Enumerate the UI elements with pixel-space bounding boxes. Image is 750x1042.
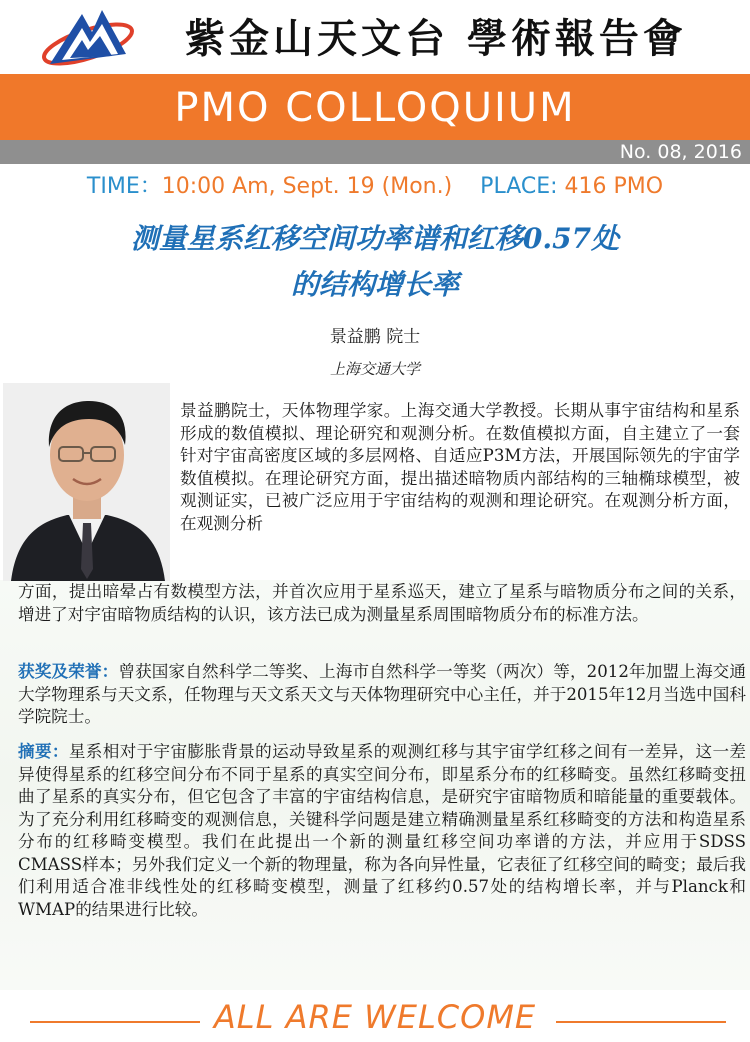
awards-section [18,660,746,729]
issue-bar [0,140,750,164]
abstract-label: 摘要： [18,741,69,761]
issue-number: No. 08, 2016 [619,141,742,163]
talk-title-line-2: 的结构增长率 [290,268,459,301]
pmo-logo-icon [30,2,140,72]
bio-paragraph-upper: 景益鹏院士，天体物理学家。上海交通大学教授。长期从事宇宙结构和星系形成的数值模拟、理论研究和观测分析。在数值模拟方面，自主建立了一套针对宇宙高密度区域的多层网格、自适应P3M方法，开展国际领先的宇宙学数值模拟。在理论研究方面，提出描述暗物质内部结构的三轴椭球模型，被观测证实，已被广泛应用于宇宙结构的观测和理论研究。在观测分析方面，在观测分析 [180,401,740,533]
banner-title: PMO COLLOQUIUM [174,85,576,131]
speaker-affiliation: 上海交通大学 [329,360,420,378]
speaker-name: 景益鹏 院士 [329,327,421,347]
colloquium-banner [0,74,750,140]
time-label: TIME： [86,174,162,199]
abstract-text: 星系相对于宇宙膨胀背景的运动导致星系的观测红移与其宇宙学红移之间有一差异，这一差异使得星系的红移空间分布不同于星系的真实空间分布，即星系分布的红移畸变。虽然红移畸变扭曲了星系的真实分布，但它包含了丰富的宇宙结构信息，是研究宇宙暗物质和暗能量的重要载体。为了充分利用红移畸变的观测信息，关键科学问题是建立精确测量星系红移畸变的方法和构造星系分布的红移畸变模型。我们在此提出一个新的测量红移空间功率谱的方法，并应用于SDSS CMASS样本；另外我们定义一个新的物理量，称为各向异性量，它表征了红移空间的畸变；最后我们利用适合准非线性处的红移畸变模型，测量了红移约0.57处的结构增长率，并与Planck和WMAP的结果进行比较。 [18,742,747,919]
abstract-section [18,740,746,921]
awards-text: 曾获国家自然科学二等奖、上海市自然科学一等奖（两次）等，2012年加盟上海交通大学物理系与天文系，任物理与天文系天文与天体物理研究中心主任，并于2015年12月当选中国科学院院士。 [18,662,746,726]
bio-paragraph-lower: 方面，提出暗晕占有数模型方法，并首次应用于星系巡天，建立了星系与暗物质分布之间的关系，增进了对宇宙暗物质结构的认识，该方法已成为测量星系周围暗物质分布的标准方法。 [18,582,746,624]
place-label: PLACE: [480,174,565,199]
speaker-portrait [3,383,170,581]
talk-title [20,216,730,308]
awards-label: 获奖及荣誉： [18,661,119,681]
talk-title-line-1: 测量星系红移空间功率谱和红移0.57处 [130,222,620,255]
observatory-title: 紫金山天文台 學術報告會 [185,15,687,62]
place-value: 416 PMO [564,174,664,199]
time-value: 10:00 Am, Sept. 19 (Mon.) [161,174,453,199]
schedule-line [0,170,750,204]
welcome-message: ALL ARE WELCOME [213,998,537,1036]
